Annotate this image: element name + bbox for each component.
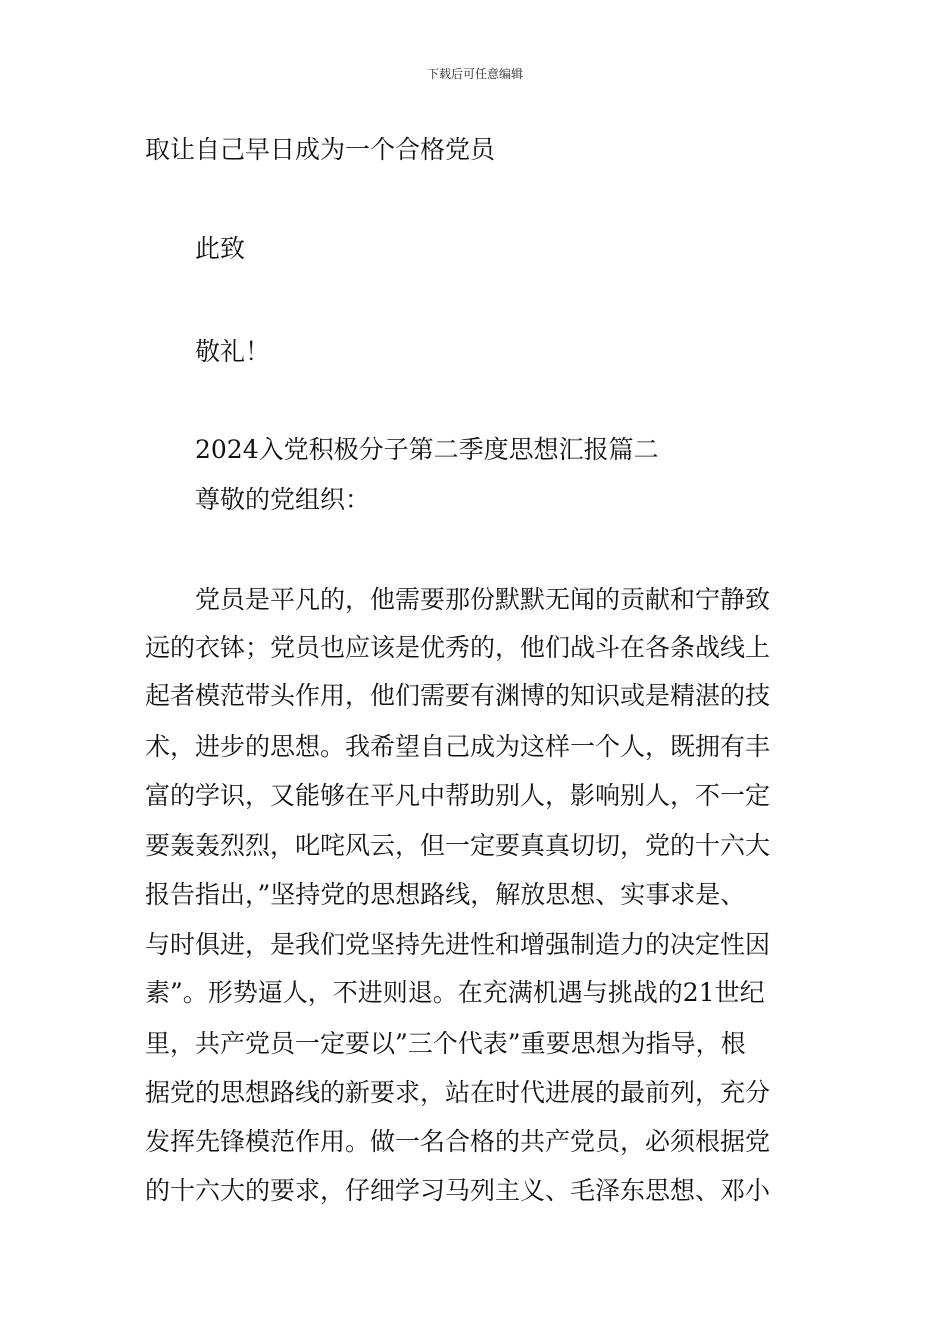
paragraph-line: 起者模范带头作用，他们需要有渊博的知识或是精湛的技 [145, 681, 771, 710]
paragraph-line: 党员是平凡的，他需要那份默默无闻的贡献和宁静致 [195, 585, 771, 614]
page-header: 下载后可任意编辑 [426, 67, 523, 81]
closing-regards: 敬礼！ [195, 337, 271, 366]
paragraph-line: 的十六大的要求，仔细学习马列主义、毛泽东思想、邓小 [145, 1176, 771, 1205]
paragraph-line: 据党的思想路线的新要求，站在时代进展的最前列，充分 [145, 1078, 771, 1107]
greeting: 尊敬的党组织： [195, 485, 371, 514]
paragraph-line: 发挥先锋模范作用。做一名合格的共产党员，必须根据党 [145, 1127, 771, 1156]
section-title: 2024入党积极分子第二季度思想汇报篇二 [195, 435, 659, 464]
paragraph-line: 术，进步的思想。我希望自己成为这样一个人，既拥有丰 [145, 732, 771, 761]
paragraph-line: 里，共产党员一定要以”三个代表”重要思想为指导，根 [145, 1029, 746, 1058]
paragraph-line: 要轰轰烈烈，叱咤风云，但一定要真真切切，党的十六大 [145, 831, 771, 860]
paragraph-line: 富的学识，又能够在平凡中帮助别人，影响别人，不一定 [145, 781, 771, 810]
paragraph-line: 素”。形势逼人，不进则退。在充满机遇与挑战的21世纪 [145, 978, 765, 1007]
text-line: 取让自己早日成为一个合格党员 [145, 135, 496, 164]
paragraph-line: 与时俱进，是我们党坚持先进性和增强制造力的决定性因 [145, 930, 771, 959]
closing-salutation: 此致 [195, 234, 246, 263]
paragraph-line: 远的衣钵；党员也应该是优秀的，他们战斗在各条战线上 [145, 633, 771, 662]
paragraph-line: 报告指出，”坚持党的思想路线，解放思想、实事求是、 [145, 880, 746, 909]
